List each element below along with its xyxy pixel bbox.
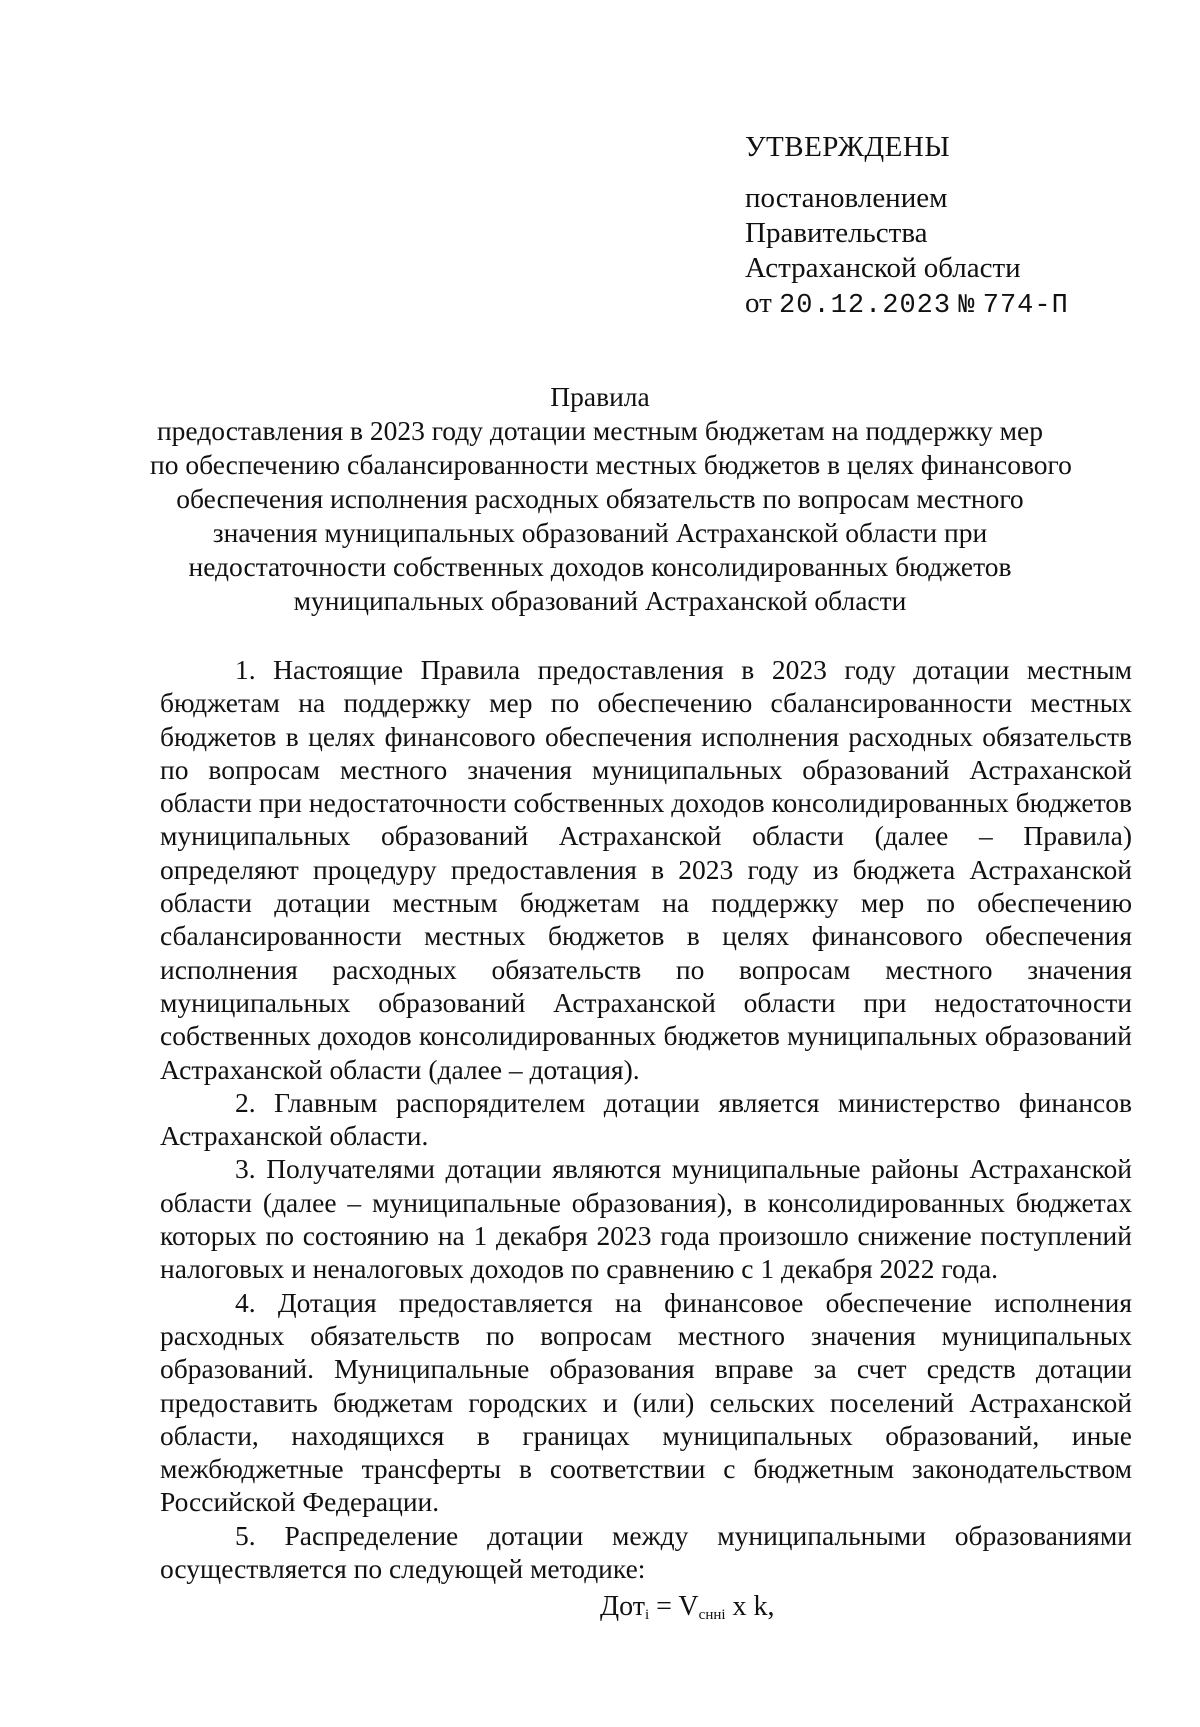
title-line-3: обеспечения исполнения расходных обязательств по вопросам местного <box>176 483 1024 514</box>
title-line-1: предоставления в 2023 году дотации местным бюджетам на поддержку мер <box>156 415 1044 446</box>
approval-date-prefix: от <box>745 287 772 319</box>
approval-block <box>745 130 1165 324</box>
approval-number-value: 774-П <box>982 291 1069 321</box>
title-line-6: муниципальных образований Астраханской области <box>293 585 907 616</box>
formula-rhs-subscript: снні <box>698 1607 726 1623</box>
approval-line-government: Правительства <box>745 217 928 249</box>
formula-equals: = V <box>649 1591 699 1622</box>
title-line-4: значения муниципальных образований Астраханской области при <box>212 517 988 548</box>
distribution-formula <box>600 1590 775 1632</box>
paragraph-1: 1. Настоящие Правила предоставления в 2023 году дотации местным бюджетам на поддержку мер по обеспечению сбалансированности местных бюджетов в целях финансового обеспечения исполнения расходных обязательств по вопросам местного значения муниципальных образований Астраханской области при недостаточности собственных доходов консолидированных бюджетов муниципальных образований Астраханской области (далее – Правила) определяют процедуру предоставления в 2023 году из бюджета Астраханской области дотации местным бюджетам на поддержку мер по обеспечению сбалансированности местных бюджетов в целях финансового обеспечения исполнения расходных обязательств по вопросам местного значения муниципальных образований Астраханской области при недостаточности собственных доходов консолидированных бюджетов муниципальных образований Астраханской области (далее – дотация). <box>160 654 1132 1085</box>
title-heading: Правила <box>550 381 650 412</box>
formula-rest: x k, <box>725 1591 775 1622</box>
approval-line-decree: постановлением <box>745 182 948 214</box>
approval-date-value: 20.12.2023 <box>779 291 952 321</box>
title-line-5: недостаточности собственных доходов консолидированных бюджетов <box>188 551 1012 582</box>
paragraph-4: 4. Дотация предоставляется на финансовое обеспечение исполнения расходных обязательств по вопросам местного значения муниципальных образований. Муниципальные образования вправе за счет средств дотации предоставить бюджетам городских и (или) сельских поселений Астраханской области, находящихся в границах муниципальных образований, иные межбюджетные трансферты в соответствии с бюджетным законодательством Российской Федерации. <box>160 1286 1132 1518</box>
document-title <box>150 380 1072 618</box>
approval-line-region: Астраханской области <box>745 252 1021 284</box>
formula-lhs-subscript: i <box>644 1607 650 1623</box>
document-body <box>160 653 1132 1585</box>
formula-lhs: Дот <box>600 1591 645 1622</box>
paragraph-5: 5. Распределение дотации между муниципальными образованиями осуществляется по следующей методике: <box>160 1519 1132 1585</box>
approval-date-line <box>745 286 1165 324</box>
approval-heading: УТВЕРЖДЕНЫ <box>745 131 951 163</box>
paragraph-2: 2. Главным распорядителем дотации является министерство финансов Астраханской области. <box>160 1086 1132 1152</box>
approval-number-sign: № <box>958 291 976 321</box>
paragraph-3: 3. Получателями дотации являются муниципальные районы Астраханской области (далее – муниципальные образования), в консолидированных бюджетах которых по состоянию на 1 декабря 2023 года произошло снижение поступлений налоговых и неналоговых доходов по сравнению с 1 декабря 2022 года. <box>160 1153 1132 1285</box>
title-line-2: по обеспечению сбалансированности местных бюджетов в целях финансового <box>150 449 1072 480</box>
